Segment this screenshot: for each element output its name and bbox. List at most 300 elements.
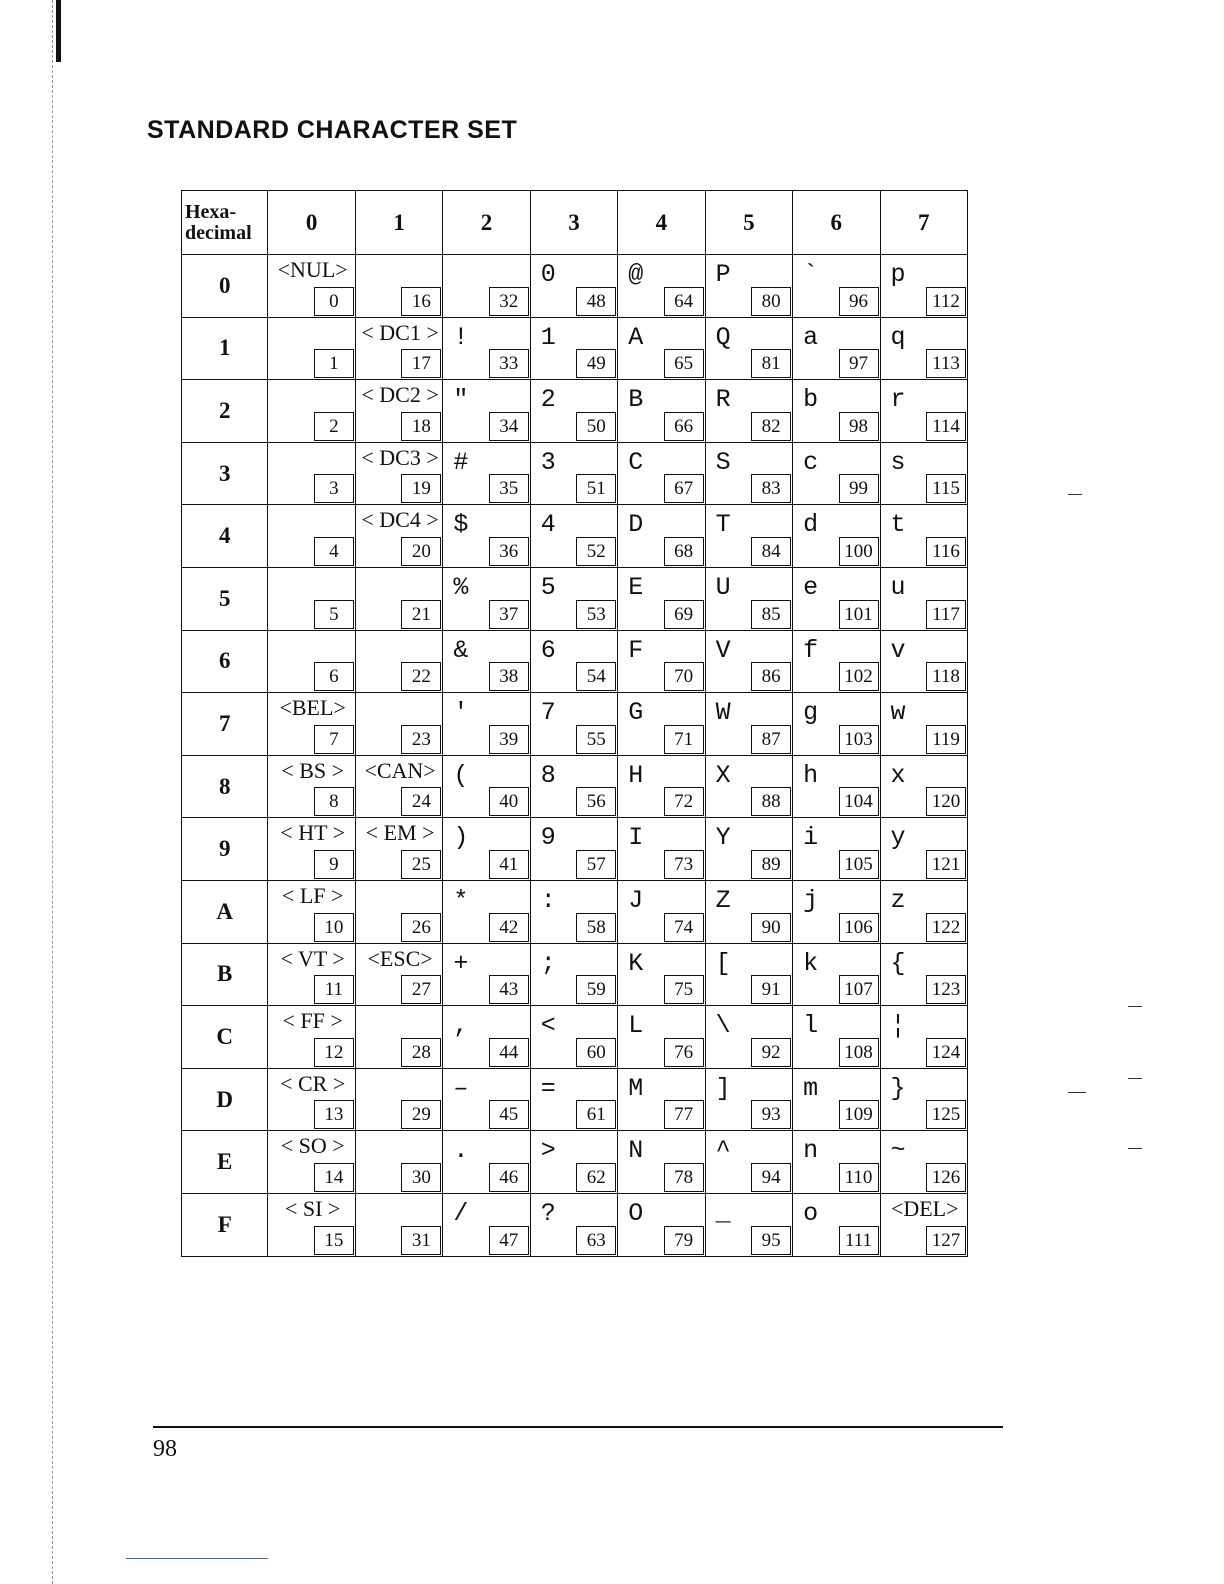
decimal-code-box: 83	[751, 474, 791, 503]
decimal-code-box: 84	[751, 537, 791, 566]
character-glyph: ^	[715, 1136, 731, 1166]
row-header: 0	[182, 255, 268, 318]
character-cell	[618, 380, 705, 443]
character-cell	[443, 442, 530, 505]
character-cell	[880, 505, 968, 568]
decimal-code-box: 66	[664, 412, 704, 441]
column-header: 6	[793, 191, 880, 255]
decimal-code-box: 12	[314, 1038, 354, 1067]
decimal-code-box: 117	[926, 600, 966, 629]
decimal-code-box: 82	[751, 412, 791, 441]
character-cell	[268, 567, 355, 630]
character-cell	[268, 943, 355, 1006]
character-cell	[530, 943, 617, 1006]
character-cell	[705, 1006, 792, 1069]
scan-speck	[1128, 1148, 1142, 1149]
character-glyph: R	[715, 385, 731, 415]
decimal-code-box: 51	[576, 474, 616, 503]
table-row	[182, 693, 968, 756]
character-glyph: ?	[540, 1198, 556, 1228]
decimal-code-box: 31	[401, 1226, 441, 1255]
character-cell	[618, 630, 705, 693]
control-code-label: < HT >	[280, 820, 346, 846]
row-header: A	[182, 880, 268, 943]
character-glyph: ;	[540, 948, 556, 978]
row-header: E	[182, 1131, 268, 1194]
character-cell	[880, 1068, 968, 1131]
character-glyph: F	[628, 635, 644, 665]
corner-label-line-2: decimal	[185, 221, 252, 244]
character-cell	[268, 1068, 355, 1131]
character-cell	[705, 567, 792, 630]
character-cell	[618, 317, 705, 380]
control-code-label: < EM >	[365, 820, 435, 846]
decimal-code-box: 77	[664, 1100, 704, 1129]
column-header: 1	[355, 191, 442, 255]
character-glyph: z	[890, 885, 906, 915]
character-cell	[705, 1131, 792, 1194]
character-cell	[268, 505, 355, 568]
control-code-label: < SO >	[280, 1133, 345, 1159]
decimal-code-box: 76	[664, 1038, 704, 1067]
character-cell	[530, 1193, 617, 1256]
row-header: 6	[182, 630, 268, 693]
table-row	[182, 442, 968, 505]
character-glyph: d	[803, 510, 819, 540]
decimal-code-box: 22	[401, 662, 441, 691]
row-header: 8	[182, 755, 268, 818]
row-header: C	[182, 1006, 268, 1069]
character-glyph: l	[803, 1011, 819, 1041]
decimal-code-box: 70	[664, 662, 704, 691]
character-cell	[705, 317, 792, 380]
character-glyph: \	[715, 1011, 731, 1041]
decimal-code-box: 46	[489, 1163, 529, 1192]
table-row	[182, 755, 968, 818]
character-cell	[705, 630, 792, 693]
character-cell	[618, 1006, 705, 1069]
decimal-code-box: 15	[314, 1226, 354, 1255]
character-glyph: W	[715, 698, 731, 728]
decimal-code-box: 58	[576, 913, 616, 942]
character-glyph: Q	[715, 322, 731, 352]
decimal-code-box: 26	[401, 913, 441, 942]
character-glyph: Y	[715, 823, 731, 853]
character-cell	[443, 630, 530, 693]
character-glyph: [	[715, 948, 731, 978]
character-cell	[443, 567, 530, 630]
character-cell	[443, 880, 530, 943]
corner-label-line-1: Hexa-	[185, 200, 237, 223]
decimal-code-box: 62	[576, 1163, 616, 1192]
character-cell	[793, 880, 880, 943]
decimal-code-box: 89	[751, 850, 791, 879]
character-glyph: "	[453, 385, 469, 415]
character-glyph: 4	[540, 510, 556, 540]
character-cell	[618, 1131, 705, 1194]
decimal-code-box: 100	[839, 537, 879, 566]
column-header: 7	[880, 191, 968, 255]
row-header: 5	[182, 567, 268, 630]
decimal-code-box: 2	[314, 412, 354, 441]
decimal-code-box: 53	[576, 600, 616, 629]
column-header: 3	[530, 191, 617, 255]
decimal-code-box: 27	[401, 975, 441, 1004]
character-cell	[530, 505, 617, 568]
character-glyph: m	[803, 1073, 819, 1103]
row-header: 4	[182, 505, 268, 568]
character-glyph: )	[453, 823, 469, 853]
character-glyph: D	[628, 510, 644, 540]
table-row	[182, 880, 968, 943]
decimal-code-box: 95	[751, 1226, 791, 1255]
control-code-label: < VT >	[280, 945, 345, 971]
decimal-code-box: 8	[314, 787, 354, 816]
character-cell	[618, 255, 705, 318]
decimal-code-box: 35	[489, 474, 529, 503]
character-cell	[355, 567, 442, 630]
character-cell	[268, 442, 355, 505]
character-glyph: e	[803, 572, 819, 602]
character-glyph: o	[803, 1198, 819, 1228]
decimal-code-box: 69	[664, 600, 704, 629]
decimal-code-box: 61	[576, 1100, 616, 1129]
decimal-code-box: 21	[401, 600, 441, 629]
character-glyph: i	[803, 823, 819, 853]
decimal-code-box: 123	[926, 975, 966, 1004]
row-header: 3	[182, 442, 268, 505]
character-cell	[618, 943, 705, 1006]
character-cell	[355, 1193, 442, 1256]
character-cell	[793, 505, 880, 568]
decimal-code-box: 49	[576, 349, 616, 378]
decimal-code-box: 97	[839, 349, 879, 378]
decimal-code-box: 37	[489, 600, 529, 629]
character-cell	[530, 380, 617, 443]
character-cell	[530, 693, 617, 756]
control-code-label: < FF >	[282, 1008, 343, 1034]
character-cell	[355, 1006, 442, 1069]
character-glyph: y	[890, 823, 906, 853]
character-glyph: @	[628, 260, 644, 289]
decimal-code-box: 101	[839, 600, 879, 629]
decimal-code-box: 88	[751, 787, 791, 816]
decimal-code-box: 68	[664, 537, 704, 566]
character-cell	[880, 567, 968, 630]
character-glyph: H	[628, 760, 644, 790]
decimal-code-box: 64	[664, 287, 704, 316]
decimal-code-box: 87	[751, 725, 791, 754]
table-row	[182, 818, 968, 881]
decimal-code-box: 91	[751, 975, 791, 1004]
decimal-code-box: 73	[664, 850, 704, 879]
decimal-code-box: 47	[489, 1226, 529, 1255]
character-glyph: !	[453, 322, 469, 352]
character-cell	[705, 880, 792, 943]
decimal-code-box: 120	[926, 787, 966, 816]
decimal-code-box: 4	[314, 537, 354, 566]
decimal-code-box: 98	[839, 412, 879, 441]
scan-speck	[1068, 1092, 1086, 1093]
character-cell	[268, 880, 355, 943]
character-cell	[618, 567, 705, 630]
character-glyph: B	[628, 385, 644, 415]
decimal-code-box: 9	[314, 850, 354, 879]
decimal-code-box: 30	[401, 1163, 441, 1192]
character-glyph: $	[453, 510, 469, 540]
decimal-code-box: 99	[839, 474, 879, 503]
character-glyph: Z	[715, 885, 731, 915]
character-glyph: 5	[540, 572, 556, 602]
decimal-code-box: 13	[314, 1100, 354, 1129]
decimal-code-box: 104	[839, 787, 879, 816]
decimal-code-box: 54	[576, 662, 616, 691]
character-cell	[880, 1131, 968, 1194]
character-cell	[880, 943, 968, 1006]
character-cell	[705, 755, 792, 818]
character-cell	[880, 442, 968, 505]
decimal-code-box: 106	[839, 913, 879, 942]
character-glyph: E	[628, 572, 644, 602]
scan-speck	[1128, 1078, 1142, 1079]
character-cell	[530, 255, 617, 318]
control-code-label: <NUL>	[277, 257, 348, 282]
character-cell	[530, 630, 617, 693]
character-cell	[880, 880, 968, 943]
decimal-code-box: 25	[401, 850, 441, 879]
character-cell	[793, 442, 880, 505]
character-cell	[793, 380, 880, 443]
character-cell	[793, 1131, 880, 1194]
control-code-label: <ESC>	[367, 945, 433, 971]
character-glyph: u	[890, 572, 906, 602]
character-glyph: <	[540, 1011, 556, 1041]
character-glyph: K	[628, 948, 644, 978]
character-cell	[793, 943, 880, 1006]
table-row	[182, 317, 968, 380]
character-cell	[793, 1193, 880, 1256]
decimal-code-box: 112	[926, 287, 966, 316]
character-cell	[618, 505, 705, 568]
decimal-code-box: 33	[489, 349, 529, 378]
character-cell	[268, 693, 355, 756]
decimal-code-box: 125	[926, 1100, 966, 1129]
character-cell	[443, 693, 530, 756]
decimal-code-box: 20	[401, 537, 441, 566]
character-table-body	[182, 255, 968, 1257]
character-cell	[355, 317, 442, 380]
character-glyph: q	[890, 322, 906, 352]
character-table-container	[181, 190, 968, 1257]
character-glyph: 8	[540, 760, 556, 790]
character-cell	[793, 255, 880, 318]
scan-speck	[1128, 1006, 1142, 1007]
decimal-code-box: 41	[489, 850, 529, 879]
character-cell	[443, 317, 530, 380]
character-cell	[443, 1131, 530, 1194]
character-glyph: '	[453, 698, 469, 728]
decimal-code-box: 75	[664, 975, 704, 1004]
decimal-code-box: 50	[576, 412, 616, 441]
decimal-code-box: 10	[314, 913, 354, 942]
character-cell	[880, 1193, 968, 1256]
decimal-code-box: 107	[839, 975, 879, 1004]
decimal-code-box: 32	[489, 287, 529, 316]
character-glyph: r	[890, 385, 906, 415]
character-glyph: 9	[540, 823, 556, 853]
decimal-code-box: 17	[401, 349, 441, 378]
decimal-code-box: 127	[926, 1226, 966, 1255]
character-cell	[530, 567, 617, 630]
decimal-code-box: 39	[489, 725, 529, 754]
decimal-code-box: 78	[664, 1163, 704, 1192]
character-cell	[530, 1068, 617, 1131]
decimal-code-box: 71	[664, 725, 704, 754]
character-glyph: T	[715, 510, 731, 540]
decimal-code-box: 114	[926, 412, 966, 441]
decimal-code-box: 42	[489, 913, 529, 942]
scan-speck	[1068, 494, 1082, 495]
decimal-code-box: 119	[926, 725, 966, 754]
character-cell	[705, 693, 792, 756]
table-row	[182, 1006, 968, 1069]
character-cell	[880, 380, 968, 443]
decimal-code-box: 56	[576, 787, 616, 816]
decimal-code-box: 28	[401, 1038, 441, 1067]
decimal-code-box: 108	[839, 1038, 879, 1067]
character-glyph: M	[628, 1073, 644, 1103]
character-cell	[618, 818, 705, 881]
character-cell	[705, 818, 792, 881]
page-number: 98	[153, 1436, 177, 1462]
character-glyph: 7	[540, 698, 556, 728]
decimal-code-box: 63	[576, 1226, 616, 1255]
character-glyph: :	[540, 885, 556, 915]
character-cell	[355, 255, 442, 318]
column-header: 5	[705, 191, 792, 255]
control-code-label: < DC4 >	[361, 507, 439, 533]
table-row	[182, 567, 968, 630]
decimal-code-box: 16	[401, 287, 441, 316]
row-header: B	[182, 943, 268, 1006]
character-cell	[268, 380, 355, 443]
character-cell	[355, 693, 442, 756]
control-code-label: < DC3 >	[361, 444, 439, 470]
character-glyph: N	[628, 1136, 644, 1166]
character-glyph: v	[890, 635, 906, 665]
binding-edge	[52, 0, 53, 1584]
decimal-code-box: 111	[839, 1226, 879, 1255]
character-cell	[355, 943, 442, 1006]
character-glyph: 2	[540, 385, 556, 415]
row-header: 9	[182, 818, 268, 881]
character-cell	[443, 255, 530, 318]
character-glyph: f	[803, 635, 819, 665]
decimal-code-box: 14	[314, 1163, 354, 1192]
character-cell	[880, 693, 968, 756]
column-header: 2	[443, 191, 530, 255]
decimal-code-box: 72	[664, 787, 704, 816]
table-row	[182, 255, 968, 318]
character-glyph: (	[453, 760, 469, 790]
character-cell	[705, 943, 792, 1006]
decimal-code-box: 74	[664, 913, 704, 942]
character-cell	[268, 755, 355, 818]
character-cell	[268, 317, 355, 380]
character-glyph: V	[715, 635, 731, 665]
character-glyph: %	[453, 572, 469, 602]
character-cell	[705, 380, 792, 443]
decimal-code-box: 34	[489, 412, 529, 441]
character-cell	[705, 255, 792, 318]
character-glyph: `	[803, 260, 819, 289]
character-cell	[268, 1193, 355, 1256]
character-glyph: *	[453, 885, 469, 915]
control-code-label: < DC1 >	[361, 319, 439, 345]
character-glyph: 6	[540, 635, 556, 665]
decimal-code-box: 29	[401, 1100, 441, 1129]
character-glyph: +	[453, 948, 469, 978]
character-cell	[443, 755, 530, 818]
character-glyph: {	[890, 948, 906, 978]
character-cell	[530, 1131, 617, 1194]
character-cell	[530, 880, 617, 943]
character-glyph: t	[890, 510, 906, 540]
character-cell	[793, 567, 880, 630]
character-cell	[618, 693, 705, 756]
decimal-code-box: 65	[664, 349, 704, 378]
binding-mark	[56, 0, 61, 62]
decimal-code-box: 1	[314, 349, 354, 378]
character-cell	[443, 380, 530, 443]
decimal-code-box: 109	[839, 1100, 879, 1129]
character-cell	[880, 755, 968, 818]
character-cell	[880, 818, 968, 881]
character-glyph: k	[803, 948, 819, 978]
character-glyph: h	[803, 760, 819, 790]
character-cell	[355, 442, 442, 505]
character-glyph: L	[628, 1011, 644, 1041]
decimal-code-box: 93	[751, 1100, 791, 1129]
decimal-code-box: 113	[926, 349, 966, 378]
decimal-code-box: 19	[401, 474, 441, 503]
decimal-code-box: 3	[314, 474, 354, 503]
character-glyph: ~	[890, 1136, 906, 1166]
decimal-code-box: 60	[576, 1038, 616, 1067]
character-glyph: G	[628, 698, 644, 728]
control-code-label: <DEL>	[890, 1195, 959, 1221]
character-glyph: }	[890, 1073, 906, 1103]
character-cell	[793, 1006, 880, 1069]
character-cell	[268, 818, 355, 881]
decimal-code-box: 40	[489, 787, 529, 816]
character-glyph: #	[453, 447, 469, 477]
decimal-code-box: 116	[926, 537, 966, 566]
row-header: 1	[182, 317, 268, 380]
table-row	[182, 943, 968, 1006]
character-cell	[530, 755, 617, 818]
character-cell	[443, 1068, 530, 1131]
decimal-code-box: 5	[314, 600, 354, 629]
decimal-code-box: 115	[926, 474, 966, 503]
character-cell	[705, 1068, 792, 1131]
decimal-code-box: 57	[576, 850, 616, 879]
bottom-edge-line	[126, 1558, 268, 1559]
character-cell	[793, 818, 880, 881]
character-glyph: A	[628, 322, 644, 352]
character-glyph: 1	[540, 322, 556, 352]
character-glyph: >	[540, 1136, 556, 1166]
